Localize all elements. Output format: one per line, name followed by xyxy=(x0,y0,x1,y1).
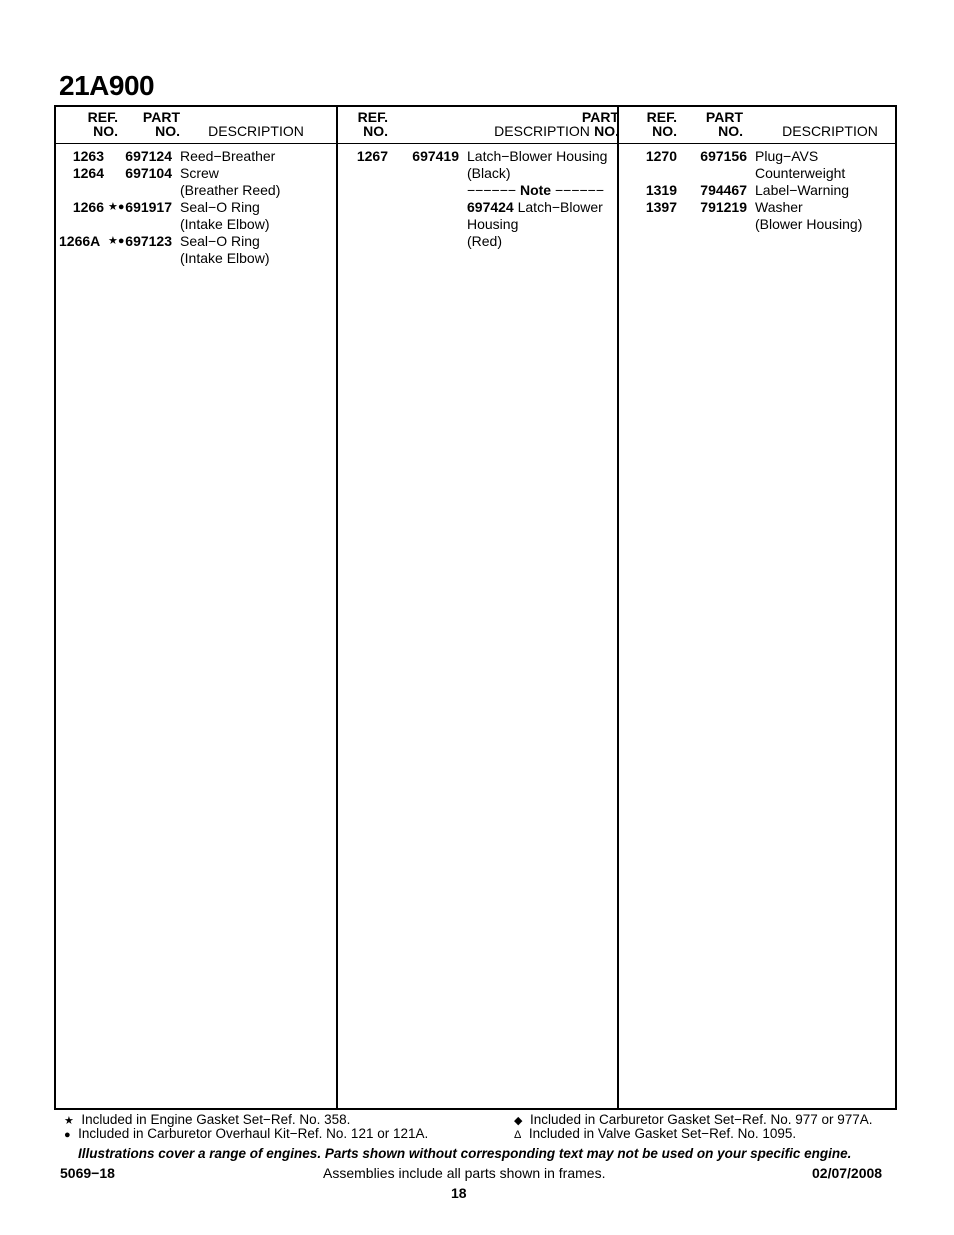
table-row xyxy=(619,165,899,182)
page-title: 21A900 xyxy=(59,70,155,101)
part-no: 697123 xyxy=(125,233,172,249)
ref-no: 1267 xyxy=(356,148,388,164)
header-part: PART NO. xyxy=(581,109,619,139)
description: (Blower Housing) xyxy=(755,216,863,232)
kit-symbols: ★● xyxy=(108,201,125,213)
ref-no: 1270 xyxy=(645,148,677,164)
parts-table xyxy=(54,105,897,1110)
table-row xyxy=(338,216,619,233)
ref-no: 1397 xyxy=(645,199,677,215)
legend-star: ★ Included in Engine Gasket Set−Ref. No. 358. xyxy=(64,1112,351,1127)
frame-note: Assemblies include all parts shown in frames. xyxy=(323,1165,606,1181)
header-description: DESCRIPTION xyxy=(208,123,304,139)
star-icon: ★ xyxy=(64,1115,74,1127)
delta-icon: Δ xyxy=(514,1129,522,1141)
note-label: −−−−−− Note −−−−−− xyxy=(467,182,605,198)
table-row xyxy=(338,199,619,216)
ref-no: 1264 xyxy=(72,165,104,181)
table-row xyxy=(338,233,619,250)
description: Washer xyxy=(755,199,803,215)
description: (Intake Elbow) xyxy=(180,250,270,266)
table-row xyxy=(56,199,336,216)
description: Counterweight xyxy=(755,165,846,181)
table-row xyxy=(56,233,336,250)
description: (Breather Reed) xyxy=(180,182,281,198)
description: Housing xyxy=(467,216,519,232)
header-part: PART NO. xyxy=(142,109,180,139)
part-no: 697156 xyxy=(700,148,747,164)
legend-diamond: ◆ Included in Carburetor Gasket Set−Ref. No. 977 or 977A. xyxy=(514,1112,873,1127)
part-no: 697104 xyxy=(125,165,172,181)
description: Label−Warning xyxy=(755,182,850,198)
part-no: 697124 xyxy=(125,148,172,164)
table-row xyxy=(56,165,336,182)
parts-column-1 xyxy=(56,107,336,1108)
description: (Red) xyxy=(467,233,503,249)
description: Plug−AVS xyxy=(755,148,819,164)
part-no: 697424 xyxy=(467,199,514,215)
description: Seal−O Ring xyxy=(180,199,260,215)
ref-no: 1263 xyxy=(72,148,104,164)
header-description: DESCRIPTION xyxy=(782,123,878,139)
header-description: DESCRIPTION xyxy=(494,123,590,139)
diamond-icon: ◆ xyxy=(514,1115,523,1127)
header-ref: REF. NO. xyxy=(87,109,118,139)
description: 697424 Latch−Blower xyxy=(467,199,603,215)
doc-number: 5069−18 xyxy=(60,1165,115,1181)
part-no: 791219 xyxy=(700,199,747,215)
description: Latch−Blower Housing xyxy=(467,148,608,164)
part-no: 697419 xyxy=(412,148,459,164)
ref-no: 1266A xyxy=(59,233,101,249)
parts-column-2 xyxy=(336,107,619,1108)
legend-dot: ● Included in Carburetor Overhaul Kit−Ref. No. 121 or 121A. xyxy=(64,1126,429,1141)
dot-icon: ● xyxy=(64,1129,71,1141)
legend-delta: Δ Included in Valve Gasket Set−Ref. No. 1095. xyxy=(514,1126,797,1141)
ref-no: 1266 xyxy=(72,199,104,215)
kit-symbols: ★● xyxy=(108,235,125,247)
description: Seal−O Ring xyxy=(180,233,260,249)
table-row xyxy=(56,216,336,233)
page-number: 18 xyxy=(451,1185,467,1201)
description: (Black) xyxy=(467,165,511,181)
part-no: 691917 xyxy=(125,199,172,215)
table-row xyxy=(56,182,336,199)
doc-date: 02/07/2008 xyxy=(812,1165,883,1181)
table-row xyxy=(56,148,336,165)
header-ref: REF. NO. xyxy=(646,109,677,139)
disclaimer: Illustrations cover a range of engines. Parts shown without corresponding text may not be used on your specific engine. xyxy=(78,1146,852,1161)
part-no: 794467 xyxy=(700,182,747,198)
description: (Intake Elbow) xyxy=(180,216,270,232)
ref-no: 1319 xyxy=(645,182,677,198)
parts-column-3 xyxy=(617,107,899,1108)
table-row xyxy=(56,250,336,267)
header-part: PART NO. xyxy=(705,109,743,139)
note-row xyxy=(338,182,619,199)
table-row xyxy=(338,165,619,182)
table-row xyxy=(619,199,899,216)
table-row xyxy=(619,182,899,199)
table-row xyxy=(338,148,619,165)
header-ref: REF. NO. xyxy=(357,109,388,139)
table-row xyxy=(619,148,899,165)
table-row xyxy=(619,216,899,233)
description: Screw xyxy=(180,165,219,181)
description: Reed−Breather xyxy=(180,148,276,164)
